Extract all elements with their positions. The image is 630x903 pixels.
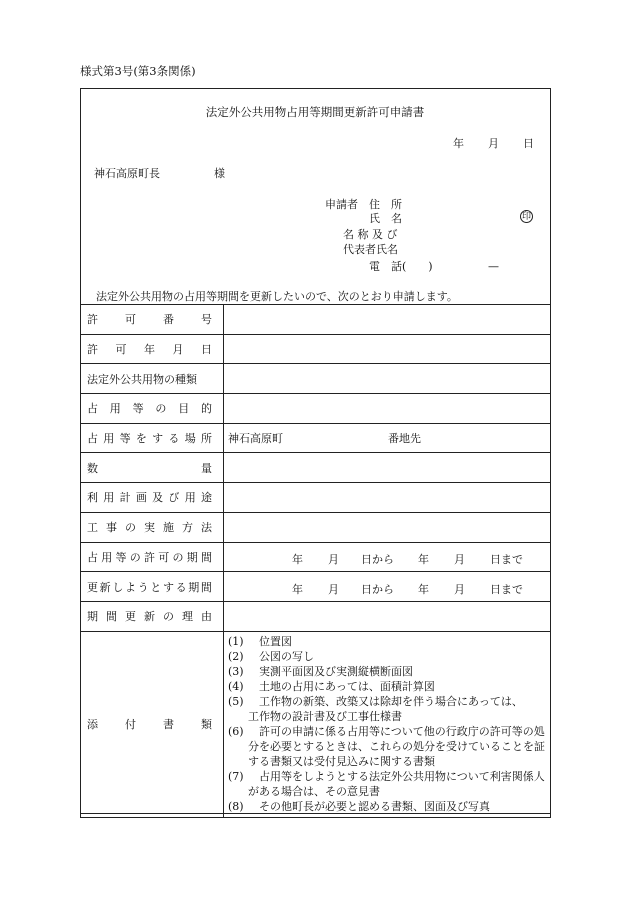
row-label	[81, 572, 224, 602]
list-item	[228, 724, 546, 769]
row-label-char: 許	[87, 343, 98, 357]
row-label-char: と	[150, 580, 162, 594]
row-label-char: 目	[178, 402, 190, 416]
list-item-text: 土地の占用にあっては、面積計算図	[248, 679, 435, 693]
period-part: 月	[328, 552, 339, 566]
row-label-char: よ	[124, 580, 136, 594]
row-label-char: 量	[201, 461, 212, 475]
row-label	[81, 542, 224, 572]
row-label-char: 用	[103, 432, 115, 446]
row-value[interactable]	[224, 394, 551, 424]
row-label-char: 実	[144, 521, 155, 535]
row-label-char: を	[135, 432, 147, 446]
list-item-text: 工作物の新築、改築又は除却を伴う場合にあっては、	[248, 694, 523, 708]
row-label-char: 由	[201, 610, 212, 624]
row-label-char: 許	[144, 550, 155, 564]
row-label-char: 占	[87, 550, 98, 564]
row-label-char: 占	[87, 402, 98, 416]
row-label-char: 期	[186, 550, 198, 564]
row-value[interactable]	[224, 483, 551, 513]
row-label-char: 占	[87, 432, 98, 446]
row-label	[81, 483, 224, 513]
row-label-char: 月	[172, 343, 184, 357]
list-item	[228, 769, 546, 799]
row-label-char: 更	[125, 610, 136, 624]
row-label	[81, 601, 224, 631]
row-label-char: 理	[182, 610, 193, 624]
seal-mark: 印	[521, 212, 531, 222]
addressee-name: 神石高原町長	[94, 167, 160, 180]
row-label-char: 間	[201, 550, 212, 564]
address-label: 住 所	[369, 198, 402, 211]
row-label-char: 途	[200, 491, 212, 505]
row-label-char: 所	[200, 432, 212, 446]
phone-dash: —	[488, 260, 499, 273]
row-label	[81, 364, 224, 394]
row-label-char: 間	[106, 610, 117, 624]
list-item-number: (7)	[228, 769, 244, 783]
date-month: 月	[488, 137, 499, 150]
period-part: 年	[418, 582, 429, 596]
row-label-char: 画	[135, 491, 147, 505]
table-row	[81, 423, 551, 453]
list-item-number: (6)	[228, 724, 244, 738]
date-year: 年	[453, 137, 464, 150]
table-row	[81, 601, 551, 631]
row-label	[81, 423, 224, 453]
application-table	[80, 304, 551, 818]
row-value[interactable]	[224, 423, 551, 453]
list-item	[228, 664, 546, 679]
row-label	[81, 512, 224, 542]
row-label	[81, 305, 224, 335]
table-row	[81, 512, 551, 542]
period-part: 年	[292, 552, 303, 566]
attachments-row	[81, 631, 551, 817]
list-item	[228, 649, 546, 664]
row-label-char: し	[112, 580, 124, 594]
applicant-label: 申請者	[325, 198, 358, 211]
intro-text: 法定外公共用物の占用等期間を更新したいので、次のとおり申請します。	[96, 290, 458, 303]
list-item-text: 位置図	[248, 634, 292, 648]
row-label-char: 期	[188, 580, 200, 594]
period-part: 月	[454, 582, 465, 596]
row-label-char: 用	[103, 491, 115, 505]
list-item-number: (3)	[228, 664, 244, 678]
period-part: 年	[292, 582, 303, 596]
corp-label-2: 代表者氏名	[343, 243, 398, 256]
row-label-char: 計	[119, 491, 131, 505]
date-day: 日	[523, 137, 534, 150]
row-label-char: 番	[163, 313, 174, 327]
row-label-char: 新	[99, 580, 111, 594]
row-label	[81, 334, 224, 364]
row-label-char: 日	[201, 343, 212, 357]
list-item-number: (2)	[228, 649, 244, 663]
table-row	[81, 305, 551, 335]
row-label-char: 用	[109, 402, 121, 416]
table-row	[81, 364, 551, 394]
table-row	[81, 542, 551, 572]
attachments-label-char: 書	[163, 718, 174, 732]
row-label-char: す	[152, 432, 164, 446]
row-label-char: び	[168, 491, 180, 505]
row-label-char: 新	[144, 610, 155, 624]
form-title: 法定外公共用物占用等期間更新許可申請書	[205, 105, 425, 119]
row-value[interactable]	[224, 512, 551, 542]
period-part: 年	[418, 552, 429, 566]
list-item-number: (8)	[228, 799, 244, 813]
list-item-number: (4)	[228, 679, 244, 693]
row-label-char: の	[163, 610, 174, 624]
list-item-text: 占用等をしようとする法定外公共用物について利害関係人がある場合は、その意見書	[248, 769, 545, 798]
row-label-char: 等	[119, 432, 131, 446]
phone-label: 電 話( )	[369, 260, 433, 273]
row-value[interactable]	[224, 453, 551, 483]
row-label-char: 施	[163, 521, 174, 535]
row-label-char: 及	[152, 491, 164, 505]
row-label-char: 的	[200, 402, 212, 416]
list-item	[228, 694, 546, 709]
corp-label-1: 名 称 及 び	[343, 228, 398, 241]
period-part: 月	[328, 582, 339, 596]
row-label-char: の	[172, 550, 184, 564]
list-item-text: 公図の写し	[248, 649, 314, 663]
list-item-text: 許可の申請に係る占用等について他の行政庁の許可等の処分を必要とするときは、これらの処分を受けていることを証する書類又は受付見込みに関する書類	[248, 724, 545, 768]
row-label-char: 年	[144, 343, 155, 357]
attachments-label-char: 添	[87, 718, 98, 732]
row-value[interactable]	[224, 572, 551, 602]
row-label-char: 許	[87, 313, 98, 327]
row-value[interactable]	[224, 542, 551, 572]
row-value[interactable]	[224, 601, 551, 631]
row-label-char: す	[162, 580, 174, 594]
period-part: 月	[454, 552, 465, 566]
row-label-char: 用	[184, 491, 196, 505]
row-label-char: 可	[115, 343, 127, 357]
attachments-label-char: 付	[125, 718, 136, 732]
row-label-char: 工	[87, 521, 98, 535]
list-item-text: その他町長が必要と認める書類、図面及び写真	[248, 799, 490, 813]
row-label-char: 可	[158, 550, 170, 564]
row-label-char: 等	[115, 550, 127, 564]
table-row	[81, 483, 551, 513]
row-label-char: う	[137, 580, 149, 594]
row-label-char: 方	[182, 521, 193, 535]
table-row	[81, 394, 551, 424]
row-value-text: 神石高原町	[228, 432, 283, 446]
row-label-char: 間	[200, 580, 212, 594]
list-item	[228, 799, 546, 814]
table-row	[81, 453, 551, 483]
row-label-char: 法定外公共用物の種類	[87, 372, 197, 386]
list-item-number: (1)	[228, 634, 244, 648]
row-label-char: 号	[201, 313, 212, 327]
row-label-char: の	[129, 550, 141, 564]
row-value-suffix: 番地先	[388, 432, 421, 446]
attachments-label-char: 類	[201, 718, 212, 732]
row-label-char: 期	[87, 610, 98, 624]
row-value[interactable]	[224, 334, 551, 364]
list-item-continuation: 工作物の設計書及び工事仕様書	[248, 709, 402, 723]
row-label-char: 更	[87, 580, 98, 594]
name-label: 氏 名	[369, 212, 402, 225]
row-label-char: 場	[184, 432, 196, 446]
row-label-char: 用	[101, 550, 113, 564]
period-part: 日から	[361, 582, 394, 596]
list-item	[228, 679, 546, 694]
attachments-list	[224, 631, 551, 817]
row-label-char: の	[125, 521, 136, 535]
row-value[interactable]	[224, 364, 551, 394]
row-value[interactable]	[224, 305, 551, 335]
list-item-text: 実測平面図及び実測縦横断面図	[248, 664, 413, 678]
row-label-char: 利	[87, 491, 98, 505]
row-label-char: の	[155, 402, 167, 416]
row-label-char: る	[168, 432, 180, 446]
row-label	[81, 394, 224, 424]
period-part: 日まで	[490, 552, 523, 566]
list-item	[228, 634, 546, 649]
form-number: 様式第3号(第3条関係)	[80, 64, 196, 78]
row-label-char: 可	[125, 313, 136, 327]
table-row	[81, 572, 551, 602]
table-row	[81, 334, 551, 364]
row-label-char: 数	[87, 461, 98, 475]
row-label	[81, 453, 224, 483]
list-item-number: (5)	[228, 694, 244, 708]
row-label-char: 法	[201, 521, 212, 535]
row-label-char: る	[175, 580, 187, 594]
period-part: 日から	[361, 552, 394, 566]
row-label-char: 事	[106, 521, 117, 535]
attachments-label	[81, 631, 224, 817]
period-part: 日まで	[490, 582, 523, 596]
addressee-honorific: 様	[214, 167, 225, 180]
row-label-char: 等	[132, 402, 144, 416]
